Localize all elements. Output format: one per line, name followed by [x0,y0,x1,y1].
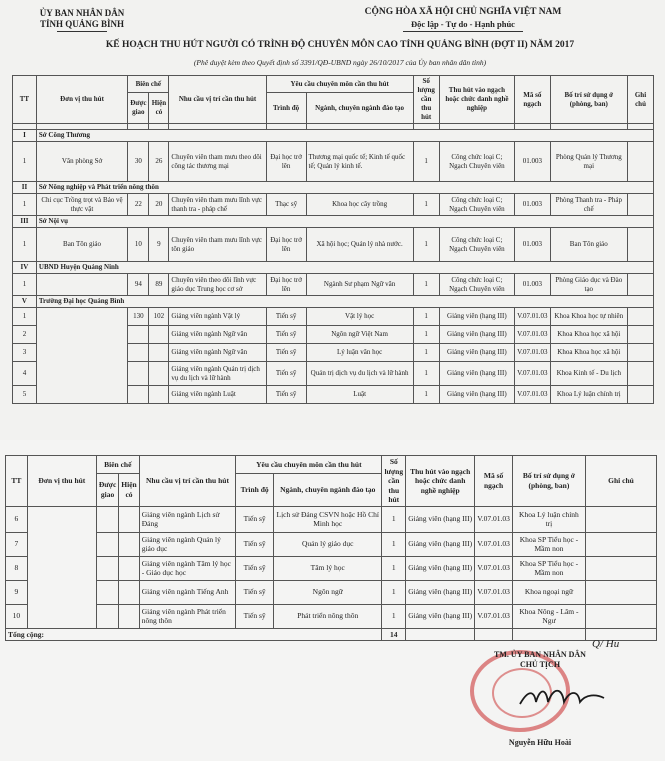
table-cell [628,308,654,326]
table-cell: Chuyên viên tham mưu theo dõi công tác thương mại [169,142,266,182]
table-cell: 1 [13,228,37,262]
table-cell: Giảng viên (hạng III) [406,604,475,628]
section-row [13,296,654,308]
table-cell: 1 [413,308,439,326]
table-cell: Ngành Sư phạm Ngữ văn [306,274,413,296]
table-cell: Tiến sỹ [236,604,274,628]
table-cell: Tiến sỹ [266,386,306,404]
table-cell: Đại học trở lên [266,274,306,296]
table-cell: Tiến sỹ [266,344,306,362]
table-cell [628,142,654,182]
table-cell: Chuyên viên tham mưu lĩnh vực tôn giáo [169,228,266,262]
table-cell [96,604,118,628]
handwritten-initials: Q/ Hu [592,638,620,650]
table-cell [628,326,654,344]
table-row [6,556,657,580]
table-cell: Khoa Lý luận chính trị [550,386,627,404]
table-cell: 7 [6,532,28,556]
table-header-cell: Trình độ [236,474,274,506]
table-cell: 1 [413,194,439,216]
table-cell: Giảng viên ngành Quản trị dịch vụ du lịch và lữ hành [169,362,266,386]
table-cell [119,506,139,532]
table-cell: Chuyên viên tham mưu lĩnh vực thanh tra - pháp chế [169,194,266,216]
table-cell: Công chức loại C; Ngạch Chuyên viên [439,274,515,296]
table-cell [27,506,96,628]
col-rank: Thu hút vào ngạch hoặc chức danh nghề nghiệp [439,76,515,124]
table-cell: 1 [13,308,37,326]
table-cell [628,362,654,386]
table-cell: Giảng viên (hạng III) [439,326,515,344]
table-cell [149,386,169,404]
total-label: Tổng cộng: [6,628,382,641]
total-value: 14 [382,628,406,641]
table-cell: 1 [382,556,406,580]
table-cell: Giảng viên ngành Tiếng Anh [139,580,236,604]
table-cell [119,556,139,580]
table-cell: Ngôn ngữ Việt Nam [306,326,413,344]
table-row [13,194,654,216]
table-cell: 94 [128,274,149,296]
col-major: Ngành, chuyên ngành đào tạo [306,93,413,124]
table-cell: Đại học trở lên [266,228,306,262]
table-cell: Chuyên viên theo dõi lĩnh vực giáo dục Trung học cơ sở [169,274,266,296]
table-header-cell: Hiện có [119,474,139,506]
table-cell: Giảng viên (hạng III) [439,362,515,386]
table-cell [586,506,657,532]
signature-block [470,650,610,670]
document-title: KẾ HOẠCH THU HÚT NGƯỜI CÓ TRÌNH ĐỘ CHUYÊN MÔN CAO TỈNH QUẢNG BÌNH (ĐỢT II) NĂM 2017 [105,40,575,50]
table-cell [586,532,657,556]
table-cell: V.07.01.03 [515,386,550,404]
table-header-cell: Đơn vị thu hút [27,456,96,507]
table-cell: Quản trị dịch vụ du lịch và lữ hành [306,362,413,386]
table-cell: I [13,130,37,142]
table-cell [628,194,654,216]
table-cell: UBND Huyện Quảng Ninh [36,262,653,274]
table-cell: Phòng Thanh tra - Pháp chế [550,194,627,216]
table-header-cell: Ghi chú [586,456,657,507]
table-cell [586,604,657,628]
table-cell: 1 [13,274,37,296]
table-cell [628,228,654,262]
table-cell: Giảng viên ngành Vật lý [169,308,266,326]
table-cell: Phòng Giáo dục và Đào tạo [550,274,627,296]
table-cell: Ban Tôn giáo [36,228,127,262]
section-row [13,130,654,142]
table-cell: 20 [149,194,169,216]
table-cell: 1 [413,386,439,404]
table-cell: 9 [6,580,28,604]
table-cell: 1 [13,142,37,182]
table-cell [512,628,585,641]
table-header-cell: Số lượng cần thu hút [382,456,406,507]
table-cell: 6 [6,506,28,532]
document-subtitle: (Phê duyệt kèm theo Quyết định số 3391/QĐ-UBND ngày 26/10/2017 của Ủy ban nhân dân tỉnh) [193,58,487,67]
handwritten-signature [518,682,608,712]
table-cell: Ngôn ngữ [274,580,382,604]
table-cell [96,556,118,580]
col-qty: Số lượng cần thu hút [413,76,439,124]
table-cell: V.07.01.03 [475,532,513,556]
total-row [6,628,657,641]
table-cell: Sở Nội vụ [36,216,653,228]
national-header [318,6,608,32]
table-cell [149,344,169,362]
col-staffing: Biên chế [128,76,169,93]
table-cell [96,532,118,556]
table-cell: V.07.01.03 [475,580,513,604]
table-cell [586,556,657,580]
col-dept: Bố trí sử dụng ở (phòng, ban) [550,76,627,124]
header-row [6,456,657,474]
table-cell: II [13,182,37,194]
table-cell: Luật [306,386,413,404]
signature-title: TM. ỦY BAN NHÂN DÂN [494,650,586,659]
col-unit: Đơn vị thu hút [36,76,127,124]
table-cell: 102 [149,308,169,326]
table-cell: 1 [413,362,439,386]
table-cell: Giảng viên (hạng III) [406,580,475,604]
signature-role: CHỦ TỊCH [519,660,561,669]
table-cell: Giảng viên (hạng III) [406,506,475,532]
document-page-2 [0,440,665,761]
table-cell [628,344,654,362]
table-cell [119,604,139,628]
table-cell: Sở Nông nghiệp và Phát triển nông thôn [36,182,653,194]
table-cell: Khoa Khoa học tự nhiên [550,308,627,326]
table-cell: Thạc sỹ [266,194,306,216]
table-cell: 1 [413,326,439,344]
table-header-cell: Nhu cầu vị trí cần thu hút [139,456,236,507]
table-row [13,228,654,262]
table-row [13,142,654,182]
table-cell: Giảng viên (hạng III) [406,556,475,580]
table-cell: 130 [128,308,149,326]
table-header-cell: Biên chế [96,456,139,474]
table-cell: Tiến sỹ [266,362,306,386]
table-cell: Khoa Khoa học xã hội [550,344,627,362]
table-cell: Tiến sỹ [236,556,274,580]
table-cell: V.07.01.03 [475,604,513,628]
table-cell: Ban Tôn giáo [550,228,627,262]
table-cell: 22 [128,194,149,216]
table-header-cell: Được giao [96,474,118,506]
table-cell: Giảng viên ngành Luật [169,386,266,404]
table-cell: 10 [6,604,28,628]
table-cell [475,628,513,641]
divider [403,31,523,32]
table-cell: Tiến sỹ [266,326,306,344]
table-cell [628,386,654,404]
table-row [13,308,654,326]
table-cell: 26 [149,142,169,182]
table-cell: 01.003 [515,194,550,216]
table-cell [119,580,139,604]
table-cell: Phát triển nông thôn [274,604,382,628]
table-cell: V.07.01.03 [475,556,513,580]
divider [57,31,107,32]
table-cell: V [13,296,37,308]
table-cell: Vật lý học [306,308,413,326]
table-cell: 1 [382,532,406,556]
table-cell [406,628,475,641]
table-cell: Khoa SP Tiểu học - Mầm non [512,532,585,556]
table-cell: Khoa ngoại ngữ [512,580,585,604]
table-cell: Giảng viên (hạng III) [439,386,515,404]
table-cell: Giảng viên ngành Ngữ văn [169,326,266,344]
col-code: Mã số ngạch [515,76,550,124]
table-cell [96,506,118,532]
table-cell: Quản lý giáo dục [274,532,382,556]
plan-table-page2 [5,455,657,641]
section-row [13,216,654,228]
table-cell: III [13,216,37,228]
table-header-cell: TT [6,456,28,507]
section-row [13,262,654,274]
table-header-cell: Ngành, chuyên ngành đào tạo [274,474,382,506]
col-assigned: Được giao [128,93,149,124]
table-cell: Giảng viên ngành Quản lý giáo dục [139,532,236,556]
table-cell: 01.003 [515,274,550,296]
table-cell [149,326,169,344]
table-cell: 1 [382,506,406,532]
table-cell: Giảng viên ngành Lịch sử Đảng [139,506,236,532]
table-cell: Giảng viên ngành Ngữ văn [169,344,266,362]
signer-name: Nguyễn Hữu Hoài [508,738,572,747]
col-level: Trình độ [266,93,306,124]
table-cell: 10 [128,228,149,262]
table-cell: Khoa học cây trồng [306,194,413,216]
table-cell: 01.003 [515,228,550,262]
table-cell [628,274,654,296]
table-row [6,532,657,556]
table-cell: 1 [413,344,439,362]
table-cell: V.07.01.03 [515,362,550,386]
table-cell: 30 [128,142,149,182]
table-header-cell: Bố trí sử dụng ở (phòng, ban) [512,456,585,507]
motto: Độc lập - Tự do - Hạnh phúc [411,19,515,29]
table-cell [36,274,127,296]
issuer-line2: TỈNH QUẢNG BÌNH [39,19,124,29]
table-cell: Giảng viên (hạng III) [406,532,475,556]
table-cell: V.07.01.03 [475,506,513,532]
table-cell: Giảng viên (hạng III) [439,344,515,362]
table-cell: Tiến sỹ [266,308,306,326]
table-cell [586,580,657,604]
col-req: Yêu cầu chuyên môn cần thu hút [266,76,413,93]
table-cell [128,326,149,344]
table-cell [119,532,139,556]
table-cell [96,580,118,604]
table-cell: Công chức loại C; Ngạch Chuyên viên [439,194,515,216]
col-need: Nhu cầu vị trí cần thu hút [169,76,266,124]
table-row [6,604,657,628]
table-cell: 1 [413,228,439,262]
table-cell [128,362,149,386]
issuer-block [22,8,142,32]
table-cell: V.07.01.03 [515,344,550,362]
header-row [13,76,654,93]
table-cell: Giảng viên ngành Tâm lý học - Giáo dục học [139,556,236,580]
table-header-cell: Yêu cầu chuyên môn cần thu hút [236,456,382,474]
table-cell: Thương mại quốc tế; Kinh tế quốc tế; Quản lý kinh tế. [306,142,413,182]
table-cell: Phòng Quản lý Thương mại [550,142,627,182]
table-cell: 4 [13,362,37,386]
table-row [6,506,657,532]
table-cell: Tiến sỹ [236,532,274,556]
table-cell: Đại học trở lên [266,142,306,182]
table-cell: Chi cục Trồng trọt và Bảo vệ thực vật [36,194,127,216]
table-cell: Giảng viên (hạng III) [439,308,515,326]
table-cell: V.07.01.03 [515,326,550,344]
table-cell: Công chức loại C; Ngạch Chuyên viên [439,228,515,262]
table-cell: 1 [382,580,406,604]
table-cell [128,344,149,362]
table-cell: Xã hội học; Quản lý nhà nước. [306,228,413,262]
table-cell: V.07.01.03 [515,308,550,326]
country-name: CỘNG HÒA XÃ HỘI CHỦ NGHĨA VIỆT NAM [364,7,562,17]
table-cell: 1 [13,194,37,216]
table-cell: Văn phòng Sở [36,142,127,182]
table-cell [36,308,127,404]
table-cell: 89 [149,274,169,296]
table-cell: IV [13,262,37,274]
table-cell: 1 [413,142,439,182]
table-row [13,274,654,296]
table-cell [149,362,169,386]
table-cell: Giảng viên ngành Phát triển nông thôn [139,604,236,628]
table-header-cell: Thu hút vào ngạch hoặc chức danh nghề nghiệp [406,456,475,507]
issuer-line1: ỦY BAN NHÂN DÂN [39,8,125,18]
table-cell: Khoa Nông - Lâm - Ngư [512,604,585,628]
table-cell: Tâm lý học [274,556,382,580]
table-cell: 01.003 [515,142,550,182]
table-cell: Trường Đại học Quảng Bình [36,296,653,308]
table-cell: Tiến sỹ [236,506,274,532]
table-header-cell: Mã số ngạch [475,456,513,507]
plan-table-page1 [12,75,654,404]
table-cell: Công chức loại C; Ngạch Chuyên viên [439,142,515,182]
table-cell: 2 [13,326,37,344]
table-cell: Tiến sỹ [236,580,274,604]
table-cell: 1 [382,604,406,628]
table-cell: 5 [13,386,37,404]
table-cell: Khoa SP Tiểu học - Mầm non [512,556,585,580]
table-cell: Lý luận văn học [306,344,413,362]
table-cell: Lịch sử Đảng CSVN hoặc Hồ Chí Minh học [274,506,382,532]
table-cell: 3 [13,344,37,362]
table-cell: Khoa Khoa học xã hội [550,326,627,344]
table-cell: 9 [149,228,169,262]
table-cell: 1 [413,274,439,296]
section-row [13,182,654,194]
table-cell: Khoa Lý luận chính trị [512,506,585,532]
table-cell: Sở Công Thương [36,130,653,142]
table-cell: 8 [6,556,28,580]
table-cell: Khoa Kinh tế - Du lịch [550,362,627,386]
table-cell [128,386,149,404]
col-tt: TT [13,76,37,124]
table-row [6,580,657,604]
col-note: Ghi chú [628,76,654,124]
col-current: Hiện có [149,93,169,124]
